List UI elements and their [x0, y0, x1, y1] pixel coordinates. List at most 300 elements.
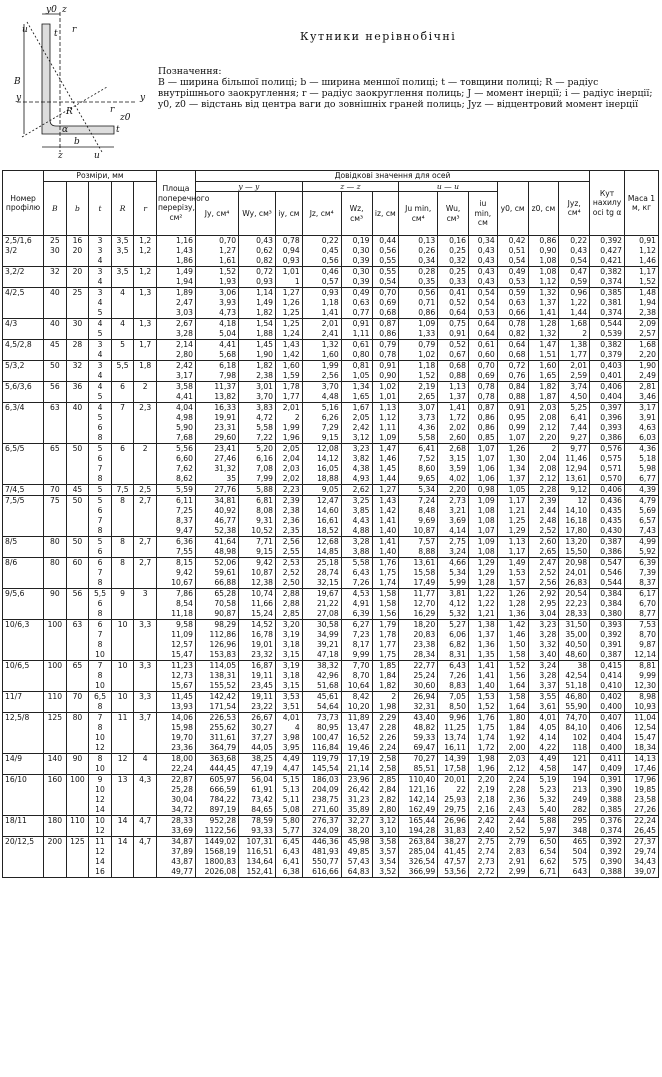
cell-b: 20 [66, 267, 89, 288]
cell-iz: 0,55 0,54 [372, 267, 399, 288]
cell-y0: 2,03 2,12 [497, 754, 528, 775]
cell-tg: 0,392 0,427 0,421 [590, 236, 625, 267]
cell-r: 4 [134, 754, 157, 775]
cell-area: 1,16 1,43 1,86 [156, 236, 195, 267]
cell-B: 65 [44, 444, 67, 485]
cell-Wu: 6,43 7,26 8,83 [438, 661, 469, 692]
cell-r: 1,3 [134, 319, 157, 340]
cell-Jumin: 70,27 85,51 [399, 754, 438, 775]
cell-iz: 1,27 [372, 485, 399, 496]
cell-Jumin: 0,28 0,35 [399, 267, 438, 288]
cell-area: 2,67 3,28 [156, 319, 195, 340]
diagram-label-r-top: r [72, 25, 77, 35]
cell-Wz: 7,70 8,70 10,64 [341, 661, 372, 692]
cell-Jyz: 12 14,10 16,18 17,80 [559, 496, 590, 537]
cell-Jy: 226,53 255,62 311,61 364,79 [195, 713, 238, 754]
cell-t: 6,5 8 [89, 692, 112, 713]
cell-z0: 2 2,04 2,08 2,12 [528, 444, 559, 485]
cell-iy: 3,19 3,18 3,15 [276, 661, 303, 692]
cell-Jumin: 165,44 194,28 [399, 816, 438, 837]
cell-profile: 12,5/8 [3, 713, 44, 754]
cell-mass: 22,24 26,45 [625, 816, 659, 837]
cell-tg: 0,392 0,392 0,390 0,388 [590, 837, 625, 878]
cell-area: 14,06 15,98 19,70 23,36 [156, 713, 195, 754]
header-Wy: Wy, см³ [239, 192, 276, 236]
cell-Jy: 98,29 112,86 126,96 153,83 [195, 620, 238, 661]
cell-b: 50 [66, 444, 89, 485]
cell-tg: 0,415 0,414 0,410 [590, 661, 625, 692]
cell-iumin: 1,98 1,96 [468, 754, 497, 775]
cell-tg: 0,407 0,406 0,404 0,400 [590, 713, 625, 754]
cell-profile: 5/3,2 [3, 361, 44, 382]
cell-B: 90 [44, 589, 67, 620]
cell-Jz: 1,99 2,56 [302, 361, 341, 382]
cell-Wz: 0,30 0,39 [341, 267, 372, 288]
cell-Jz: 12,47 14,60 16,61 18,52 [302, 496, 341, 537]
cell-Jy: 27,76 [195, 485, 238, 496]
cell-t: 8 10 [89, 754, 112, 775]
header-iz: iz, см [372, 192, 399, 236]
cell-y0: 2,79 2,83 2,91 2,99 [497, 837, 528, 878]
cell-R: 12 [111, 754, 134, 775]
cell-b: 60 [66, 558, 89, 589]
cell-B: 56 [44, 382, 67, 403]
cell-y0: 1,52 1,56 1,64 [497, 661, 528, 692]
cell-Jumin: 1,09 1,33 [399, 319, 438, 340]
cell-area: 3,58 4,41 [156, 382, 195, 403]
cell-y0: 0,59 0,63 0,66 [497, 288, 528, 319]
header-iy: iy, см [276, 192, 303, 236]
cell-Wu: 2,68 3,15 3,59 4,02 [438, 444, 469, 485]
cell-Wy: 107,31 116,51 134,64 152,41 [239, 837, 276, 878]
cell-Jumin: 0,56 0,71 0,86 [399, 288, 438, 319]
cell-Jumin: 2,19 2,65 [399, 382, 438, 403]
header-Wz: Wz, см³ [341, 192, 372, 236]
header-r: r [134, 181, 157, 236]
header-mass: Маса 1 м, кг [625, 171, 659, 236]
cell-iy: 3,20 3,19 3,18 3,15 [276, 620, 303, 661]
cell-profile: 10/6,3 [3, 620, 44, 661]
diagram-label-z-top: z [62, 5, 67, 15]
cell-mass: 11,04 12,54 15,47 18,34 [625, 713, 659, 754]
cell-b: 28 [66, 340, 89, 361]
cell-iz: 1,13 1,12 1,11 1,09 [372, 403, 399, 444]
cell-Wu: 3,81 4,12 5,32 [438, 589, 469, 620]
cell-r: 2 [134, 444, 157, 485]
cell-B: 25 30 [44, 236, 67, 267]
cell-Jy: 23,41 27,46 31,32 35 [195, 444, 238, 485]
cell-r: 2,7 [134, 496, 157, 537]
cell-Jyz: 3,74 4,50 [559, 382, 590, 403]
cell-Jumin: 5,34 [399, 485, 438, 496]
cell-r: 3 [134, 589, 157, 620]
diagram-label-y-left: y [16, 93, 22, 103]
cell-Jyz: 1,68 2 [559, 319, 590, 340]
cell-Jumin: 43,40 48,82 59,33 69,47 [399, 713, 438, 754]
cell-z0: 4,01 4,05 4,14 4,22 [528, 713, 559, 754]
cell-b: 65 [66, 661, 89, 692]
cell-Wz: 4,53 4,91 6,39 [341, 589, 372, 620]
cell-Jyz: 9,77 11,46 12,94 13,61 [559, 444, 590, 485]
cell-iumin: 0,98 [468, 485, 497, 496]
cell-profile: 6,3/4 [3, 403, 44, 444]
cell-Wu: 1,13 1,37 [438, 382, 469, 403]
cell-Wy: 16,87 19,11 23,45 [239, 661, 276, 692]
header-y0: y0, см [497, 181, 528, 236]
cell-iumin: 0,34 0,43 0,43 [468, 236, 497, 267]
cell-profile: 16/10 [3, 775, 44, 816]
cell-iumin: 2,75 2,74 2,73 2,72 [468, 837, 497, 878]
table-row [3, 444, 659, 485]
cell-t: 7 8 10 [89, 661, 112, 692]
cell-Jz: 276,37 324,09 [302, 816, 341, 837]
cell-z0: 5,19 5,23 5,32 5,40 [528, 775, 559, 816]
cell-Wy: 0,43 0,62 0,82 [239, 236, 276, 267]
table-row [3, 382, 659, 403]
cell-R: 13 [111, 775, 134, 816]
cell-tg: 0,393 0,392 0,391 0,387 [590, 620, 625, 661]
cell-iz: 1,41 1,40 [372, 537, 399, 558]
cell-R: 9 [111, 589, 134, 620]
cell-Jz: 12,68 14,85 [302, 537, 341, 558]
cell-Jz: 25,18 28,74 32,15 [302, 558, 341, 589]
cell-R: 11 [111, 713, 134, 754]
cell-Jyz: 46,80 55,90 [559, 692, 590, 713]
cell-iz: 1,47 1,46 1,45 1,44 [372, 444, 399, 485]
cell-tg: 0,406 [590, 485, 625, 496]
cell-b: 45 [66, 485, 89, 496]
cell-B: 200 [44, 837, 67, 878]
cell-iumin: 0,54 0,54 0,53 [468, 288, 497, 319]
cell-mass: 4,79 5,69 6,57 7,43 [625, 496, 659, 537]
table-row [3, 589, 659, 620]
cell-r: 1,2 [134, 267, 157, 288]
cell-mass: 0,91 1,12 1,46 [625, 236, 659, 267]
cell-r: 2,7 [134, 537, 157, 558]
cell-iumin: 1,09 1,08 [468, 537, 497, 558]
cell-Jumin: 18,20 20,83 23,38 28,34 [399, 620, 438, 661]
cell-iumin: 0,78 0,78 [468, 382, 497, 403]
cell-Wu: 20,01 22 25,93 29,75 [438, 775, 469, 816]
cell-z0: 2,03 2,08 2,12 2,20 [528, 403, 559, 444]
cell-z0: 4,49 4,58 [528, 754, 559, 775]
cell-Wu: 0,75 0,91 [438, 319, 469, 340]
cell-area: 11,45 13,93 [156, 692, 195, 713]
cell-Wy: 19,11 23,22 [239, 692, 276, 713]
cell-iz: 1,79 1,78 1,77 1,75 [372, 620, 399, 661]
legend-text: Позначення: B — ширина більшої полиці; b — ширина меншої полиці; t — товщини полиці; R — радіус внутрішнього заокруглення; r — радіус заокруглення полиць; J — момент інерції; i — радіус інерції; y0, z0 — відстань від центра ваги до зовнішніх граней полиць; Jyz — відцентровий момент інерції [158, 66, 653, 110]
cell-B: 32 [44, 267, 67, 288]
cell-Jz: 1,32 1,60 [302, 340, 341, 361]
table-row [3, 713, 659, 754]
cell-iy: 2,05 2,04 2,03 2,02 [276, 444, 303, 485]
cell-iz: 0,91 0,90 [372, 361, 399, 382]
cell-mass: 6,39 7,39 8,37 [625, 558, 659, 589]
header-Jy: Jy, см⁴ [195, 192, 238, 236]
cell-Jyz: 1,38 1,77 [559, 340, 590, 361]
cell-Wy: 56,04 61,91 73,42 84,65 [239, 775, 276, 816]
cell-b: 70 [66, 692, 89, 713]
cell-Jy: 4,41 5,68 [195, 340, 238, 361]
cell-profile: 11/7 [3, 692, 44, 713]
header-z0: z0, см [528, 181, 559, 236]
cell-Wy: 1,14 1,49 1,82 [239, 288, 276, 319]
cell-t: 5 6 7 8 [89, 444, 112, 485]
cell-B: 70 [44, 485, 67, 496]
header-sizes: Розміри, мм [44, 171, 157, 182]
cell-Wu: 0,52 0,67 [438, 340, 469, 361]
cell-Jy: 65,28 70,58 90,87 [195, 589, 238, 620]
cell-iy: 2,39 2,38 2,36 2,35 [276, 496, 303, 537]
cell-Jz: 0,22 0,45 0,56 [302, 236, 341, 267]
header-area: Площа поперечного перерізу, см² [156, 171, 195, 236]
cell-iy: 5,80 5,77 [276, 816, 303, 837]
cell-profile: 4/2,5 [3, 288, 44, 319]
diagram-label-z-bottom: z [58, 151, 63, 161]
cell-mass: 4,36 5,18 5,98 6,77 [625, 444, 659, 485]
cell-t: 7 8 10 12 [89, 713, 112, 754]
cell-z0: 0,86 0,90 1,08 [528, 236, 559, 267]
cell-Wu: 0,41 0,52 0,64 [438, 288, 469, 319]
cell-Jyz: 74,70 84,10 102 118 [559, 713, 590, 754]
cell-Wz: 45,98 49,85 57,43 64,83 [341, 837, 372, 878]
cell-t: 4 5 6 8 [89, 403, 112, 444]
cell-B: 100 [44, 620, 67, 661]
cell-Wu: 2,73 3,21 3,69 4,14 [438, 496, 469, 537]
cell-r: 4,3 [134, 775, 157, 816]
cell-Wu: 7,05 8,50 [438, 692, 469, 713]
cell-Jy: 6,18 7,98 [195, 361, 238, 382]
cell-mass: 14,13 17,46 [625, 754, 659, 775]
diagram-label-u-top: u [22, 25, 28, 35]
cell-R: 14 [111, 837, 134, 878]
cell-iumin: 2,42 2,40 [468, 816, 497, 837]
angle-section-diagram [2, 2, 152, 162]
cell-iy: 0,78 0,94 0,93 [276, 236, 303, 267]
cell-Jyz: 194 213 249 282 [559, 775, 590, 816]
cell-B: 40 [44, 288, 67, 319]
table-row [3, 558, 659, 589]
cell-R: 5,5 [111, 361, 134, 382]
cell-Wz: 3,28 3,88 [341, 537, 372, 558]
cell-tg: 0,385 0,381 0,374 [590, 288, 625, 319]
cell-r: 1,3 [134, 288, 157, 319]
cell-iumin: 1,53 1,52 [468, 692, 497, 713]
cell-t: 6 7 8 [89, 558, 112, 589]
cell-t: 5 6 [89, 537, 112, 558]
cell-B: 80 [44, 537, 67, 558]
cell-Jy: 11,37 13,82 [195, 382, 238, 403]
cell-r: 4,7 [134, 816, 157, 837]
cell-t: 5 [89, 485, 112, 496]
cell-r: 1,8 [134, 361, 157, 382]
cell-Jy: 0,70 1,27 1,61 [195, 236, 238, 267]
cell-R: 3,5 [111, 267, 134, 288]
cell-area: 6,36 7,55 [156, 537, 195, 558]
diagram-label-r-bottom: r [110, 105, 115, 115]
cell-Jumin: 6,41 7,52 8,60 9,65 [399, 444, 438, 485]
cell-t: 3 4 [89, 267, 112, 288]
cell-r: 3,3 [134, 661, 157, 692]
cell-y0: 1,26 1,30 1,34 1,37 [497, 444, 528, 485]
cell-b: 100 [66, 775, 89, 816]
cell-profile: 3,2/2 [3, 267, 44, 288]
cell-Wy: 3,01 3,70 [239, 382, 276, 403]
cell-t: 10 12 [89, 816, 112, 837]
cell-z0: 2,39 2,44 2,48 2,52 [528, 496, 559, 537]
cell-t: 11 12 14 16 [89, 837, 112, 878]
cell-iumin: 0,61 0,60 [468, 340, 497, 361]
cell-Wz: 1,34 1,65 [341, 382, 372, 403]
table-row [3, 496, 659, 537]
cell-iz: 0,44 0,56 0,55 [372, 236, 399, 267]
cell-Jumin: 7,24 8,48 9,69 10,87 [399, 496, 438, 537]
diagram-label-z0: z0 [120, 113, 131, 123]
diagram-label-B: B [14, 77, 21, 87]
cell-R: 3,5 3,5 [111, 236, 134, 267]
cell-iz: 2,58 2,58 [372, 754, 399, 775]
cell-Wu: 0,25 0,33 [438, 267, 469, 288]
page-title: Кутники нерівнобічні [300, 30, 457, 43]
cell-Wy: 6,81 8,08 9,31 10,52 [239, 496, 276, 537]
cell-Wz: 1,67 2,05 2,42 3,12 [341, 403, 372, 444]
cell-Wz: 0,61 0,80 [341, 340, 372, 361]
cell-B: 125 [44, 713, 67, 754]
cell-Jyz: 20,54 22,23 28,33 [559, 589, 590, 620]
cell-t: 4 5 [89, 382, 112, 403]
table-row [3, 288, 659, 319]
table-row [3, 340, 659, 361]
table-row [3, 661, 659, 692]
cell-y0: 1,58 1,64 [497, 692, 528, 713]
cell-B: 45 [44, 340, 67, 361]
cell-Wz: 5,58 6,43 7,26 [341, 558, 372, 589]
cell-R: 8 [111, 496, 134, 537]
header-Wu: Wu, см³ [438, 192, 469, 236]
cell-Jz: 446,36 481,93 550,77 616,66 [302, 837, 341, 878]
cell-Jumin: 22,77 25,24 30,60 [399, 661, 438, 692]
cell-b: 50 [66, 537, 89, 558]
cell-b: 125 [66, 837, 89, 878]
cell-Wz: 3,25 3,85 4,43 4,88 [341, 496, 372, 537]
cell-iy: 1,25 1,24 [276, 319, 303, 340]
header-Jyz: Jyz, см⁴ [559, 181, 590, 236]
cell-y0: 1,80 1,84 1,92 2,00 [497, 713, 528, 754]
cell-Wy: 3,83 4,72 5,58 7,22 [239, 403, 276, 444]
cell-Jyz: 13,20 15,50 [559, 537, 590, 558]
cell-Jy: 4,18 5,04 [195, 319, 238, 340]
cell-Wu: 14,39 17,58 [438, 754, 469, 775]
cell-Jz: 2,01 2,41 [302, 319, 341, 340]
cell-area: 34,87 37,89 43,87 49,77 [156, 837, 195, 878]
header-iumin: iu min, см [468, 192, 497, 236]
cell-B: 160 [44, 775, 67, 816]
cell-area: 2,14 2,80 [156, 340, 195, 361]
cell-Jyz: 465 504 575 643 [559, 837, 590, 878]
cell-Jumin: 3,07 3,73 4,36 5,58 [399, 403, 438, 444]
cell-mass: 8,81 9,99 12,30 [625, 661, 659, 692]
diagram-label-t-bottom: t [116, 125, 120, 135]
cell-Wy: 38,25 47,19 [239, 754, 276, 775]
cell-profile: 6,5/5 [3, 444, 44, 485]
cell-Wu: 4,66 5,34 5,99 [438, 558, 469, 589]
cell-Wy: 26,67 30,27 37,27 44,05 [239, 713, 276, 754]
cell-iy: 1,60 1,59 [276, 361, 303, 382]
cell-B: 80 [44, 558, 67, 589]
cell-Wy: 0,72 0,93 [239, 267, 276, 288]
cell-b: 30 [66, 319, 89, 340]
cell-t: 3 4 5 [89, 288, 112, 319]
cell-iz: 1,43 1,42 1,41 1,40 [372, 496, 399, 537]
cell-R: 10 [111, 661, 134, 692]
cell-area: 18,00 22,24 [156, 754, 195, 775]
cell-R: 7,5 [111, 485, 134, 496]
table-row [3, 816, 659, 837]
cell-mass: 7,53 8,70 9,87 12,14 [625, 620, 659, 661]
header-R: R [111, 181, 134, 236]
cell-Wu: 2,20 [438, 485, 469, 496]
cell-b: 80 [66, 713, 89, 754]
cell-z0: 2,47 2,52 2,56 [528, 558, 559, 589]
cell-y0: 0,64 0,68 [497, 340, 528, 361]
cell-z0: 1,82 1,87 [528, 382, 559, 403]
cell-y0: 0,49 0,53 [497, 267, 528, 288]
table-row [3, 236, 659, 267]
cell-z0: 1,32 1,37 1,41 [528, 288, 559, 319]
diagram-label-u-bottom: u [94, 151, 100, 161]
header-profile: Номер профілю [3, 171, 44, 236]
cell-Wu: 9,96 11,25 13,74 16,11 [438, 713, 469, 754]
cell-iumin: 1,09 1,08 1,08 1,07 [468, 496, 497, 537]
cell-Jy: 142,42 171,54 [195, 692, 238, 713]
cell-tg: 0,403 0,401 [590, 361, 625, 382]
cell-area: 8,15 9,42 10,67 [156, 558, 195, 589]
cell-profile: 7,5/5 [3, 496, 44, 537]
cell-iz: 3,12 3,10 [372, 816, 399, 837]
cell-r: 2 [134, 382, 157, 403]
cell-Jz: 73,73 80,95 100,47 116,84 [302, 713, 341, 754]
cell-Jumin: 110,40 121,16 142,14 162,49 [399, 775, 438, 816]
cell-z0: 6,50 6,54 6,62 6,71 [528, 837, 559, 878]
cell-tg: 0,547 0,546 0,544 [590, 558, 625, 589]
cell-profile: 10/6,5 [3, 661, 44, 692]
cell-Wz: 6,27 7,23 8,17 9,99 [341, 620, 372, 661]
cell-r: 4,7 [134, 837, 157, 878]
table-row [3, 361, 659, 382]
cell-Jyz: 121 147 [559, 754, 590, 775]
cell-iy: 3,53 3,51 [276, 692, 303, 713]
cell-mass: 1,90 2,49 [625, 361, 659, 382]
cell-Wy: 78,59 93,33 [239, 816, 276, 837]
cell-area: 5,56 6,60 7,62 8,62 [156, 444, 195, 485]
cell-tg: 0,544 0,539 [590, 319, 625, 340]
cell-area: 9,58 11,09 12,57 15,47 [156, 620, 195, 661]
cell-Wz: 8,42 10,20 [341, 692, 372, 713]
table-row [3, 485, 659, 496]
cell-profile: 8/6 [3, 558, 44, 589]
cell-mass: 1,48 1,94 2,38 [625, 288, 659, 319]
cell-Jumin: 1,18 1,52 [399, 361, 438, 382]
cell-tg: 0,576 0,575 0,571 0,570 [590, 444, 625, 485]
cell-Jyz: 0,47 0,59 [559, 267, 590, 288]
table-row [3, 319, 659, 340]
cell-iy: 2,56 2,55 [276, 537, 303, 558]
cell-mass: 1,17 1,52 [625, 267, 659, 288]
cell-Jz: 186,03 204,09 238,75 271,60 [302, 775, 341, 816]
cell-Wz: 17,19 21,14 [341, 754, 372, 775]
cell-t: 5,5 6 8 [89, 589, 112, 620]
table-row [3, 775, 659, 816]
